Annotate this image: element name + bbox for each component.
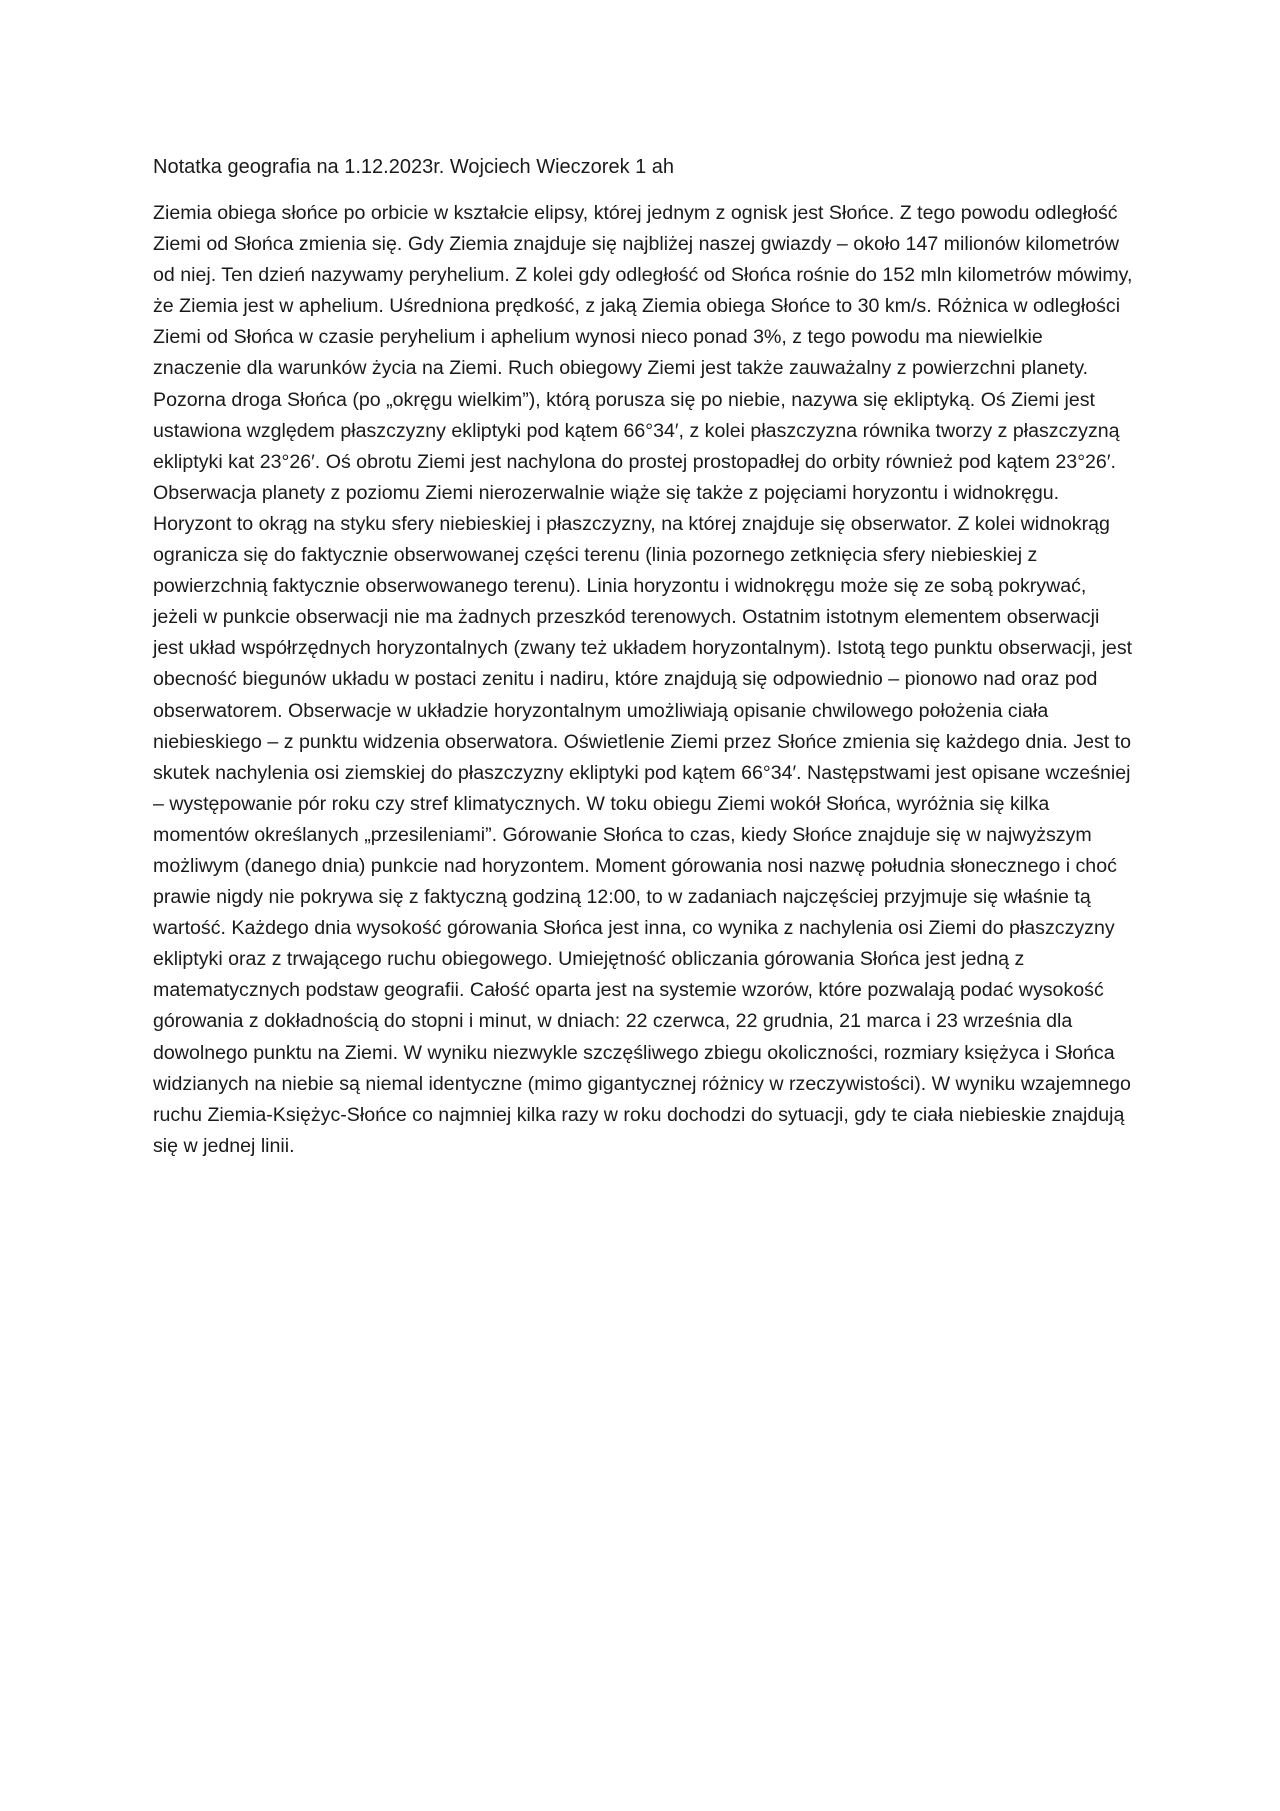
document-title: Notatka geografia na 1.12.2023r. Wojciech Wieczorek 1 ah [153,156,675,178]
document-body-paragraph: Ziemia obiega słońce po orbicie w kształcie elipsy, której jednym z ognisk jest Słońce. Z tego powodu odległość Ziemi od Słońca zmienia się. Gdy Ziemia znajduje się najbliżej naszej gwiazdy – około 147 milionów kilometrów od niej. Ten dzień nazywamy peryhelium. Z kolei gdy odległość od Słońca rośnie do 152 mln kilometrów mówimy, że Ziemia jest w aphelium. Uśredniona prędkość, z jaką Ziemia obiega Słońce to 30 km/s. Różnica w odległości Ziemi od Słońca w czasie peryhelium i aphelium wynosi nieco ponad 3%, z tego powodu ma niewielkie znaczenie dla warunków życia na Ziemi. Ruch obiegowy Ziemi jest także zauważalny z powierzchni planety. Pozorna droga Słońca (po „okręgu wielkim”), którą porusza się po niebie, nazywa się ekliptyką. Oś Ziemi jest ustawiona względem płaszczyzny ekliptyki pod kątem 66°34′, z kolei płaszczyzna równika tworzy z płaszczyzną ekliptyki kat 23°26′. Oś obrotu Ziemi jest nachylona do prostej prostopadłej do orbity również pod kątem 23°26′. Obserwacja planety z poziomu Ziemi nierozerwalnie wiąże się także z pojęciami horyzontu i widnokręgu. Horyzont to okrąg na styku sfery niebieskiej i płaszczyzny, na której znajduje się obserwator. Z kolei widnokrąg ogranicza się do faktycznie obserwowanej części terenu (linia pozornego zetknięcia sfery niebieskiej z powierzchnią faktycznie obserwowanego terenu). Linia horyzontu i widnokręgu może się ze sobą pokrywać, jeżeli w punkcie obserwacji nie ma żadnych przeszkód terenowych. Ostatnim istotnym elementem obserwacji jest układ współrzędnych horyzontalnych (zwany też układem horyzontalnym). Istotą tego punktu obserwacji, jest obecność biegunów układu w postaci zenitu i nadiru, które znajdują się odpowiednio – pionowo nad oraz pod obserwatorem. Obserwacje w układzie horyzontalnym umożliwiają opisanie chwilowego położenia ciała niebieskiego – z punktu widzenia obserwatora. Oświetlenie Ziemi przez Słońce zmienia się każdego dnia. Jest to skutek nachylenia osi ziemskiej do płaszczyzny ekliptyki pod kątem 66°34′. Następstwami jest opisane wcześniej – występowanie pór roku czy stref klimatycznych. W toku obiegu Ziemi wokół Słońca, wyróżnia się kilka momentów określanych „przesileniami”. Górowanie Słońca to czas, kiedy Słońce znajduje się w najwyższym możliwym (danego dnia) punkcie nad horyzontem. Moment górowania nosi nazwę południa słonecznego i choć prawie nigdy nie pokrywa się z faktyczną godziną 12:00, to w zadaniach najczęściej przyjmuje się właśnie tą wartość. Każdego dnia wysokość górowania Słońca jest inna, co wynika z nachylenia osi Ziemi do płaszczyzny ekliptyki oraz z trwającego ruchu obiegowego. Umiejętność obliczania górowania Słońca jest jedną z matematycznych podstaw geografii. Całość oparta jest na systemie wzorów, które pozwalają podać wysokość górowania z dokładnością do stopni i minut, w dniach: 22 czerwca, 22 grudnia, 21 marca i 23 września dla dowolnego punktu na Ziemi. W wyniku niezwykle szczęśliwego zbiegu okoliczności, rozmiary księżyca i Słońca widzianych na niebie są niemal identyczne (mimo gigantycznej różnicy w rzeczywistości). W wyniku wzajemnego ruchu Ziemia-Księżyc-Słońce co najmniej kilka razy w roku dochodzi do sytuacji, gdy te ciała niebieskie znajdują się w jednej linii. [153,202,1133,1157]
document-content [153,152,1133,1162]
